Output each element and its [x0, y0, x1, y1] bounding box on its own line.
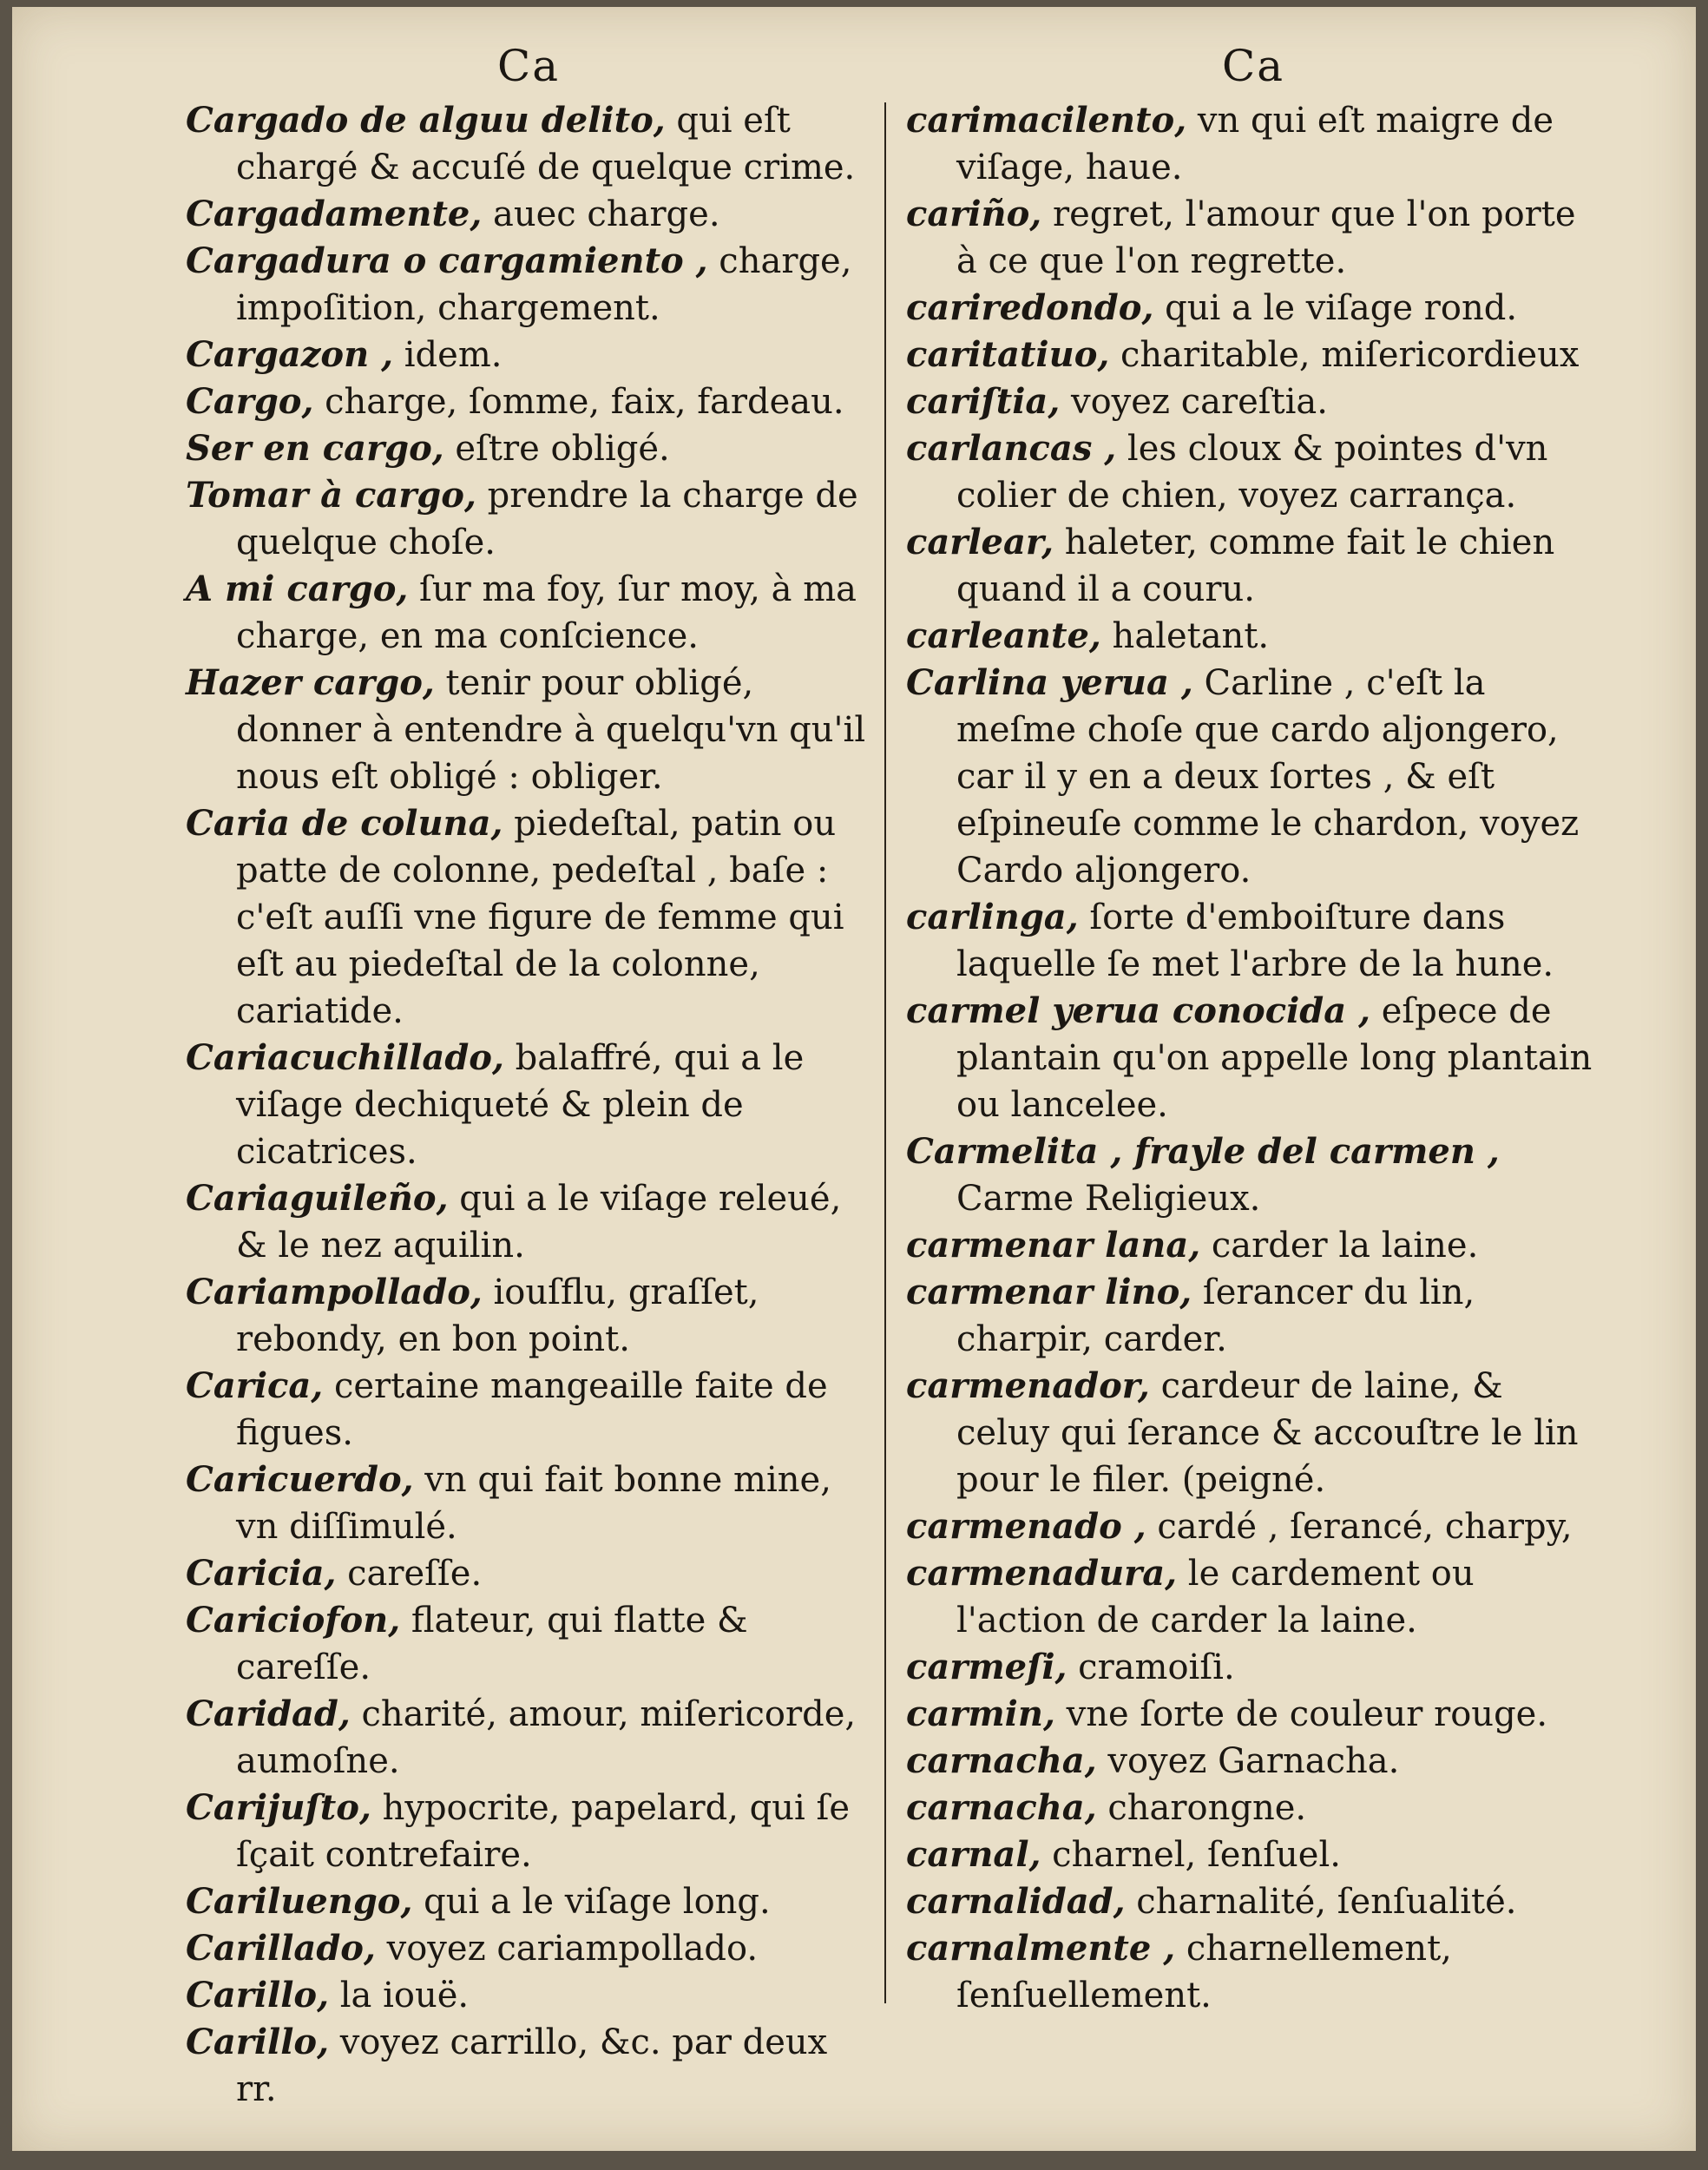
entry-headword: carnalmente ,	[906, 1928, 1176, 1969]
column-divider	[884, 102, 886, 2003]
dictionary-entry	[186, 1175, 871, 1269]
entry-definition: prendre la charge de quelque choſe.	[236, 476, 858, 562]
entry-headword: carmenadura,	[906, 1553, 1178, 1594]
dictionary-entry	[186, 660, 871, 800]
entry-definition: les cloux & pointes d'vn colier de chien, voyez carrança.	[956, 429, 1548, 516]
dictionary-entry	[186, 1972, 871, 2019]
dictionary-entry	[906, 1925, 1600, 2019]
entry-definition: charge, ſomme, faix, fardeau.	[313, 382, 844, 422]
entry-headword: carnal,	[906, 1834, 1041, 1875]
entry-definition: eſtre obligé.	[443, 429, 670, 469]
dictionary-entry	[906, 1831, 1600, 1878]
entry-headword: A mi cargo,	[186, 569, 409, 609]
entry-definition: voyez carrillo, &c. par deux rr.	[236, 2022, 828, 2109]
dictionary-entry	[906, 378, 1600, 425]
entry-definition: charongne.	[1096, 1788, 1307, 1828]
entry-definition: carder la laine.	[1200, 1226, 1479, 1266]
entry-definition: cramoiſi.	[1067, 1647, 1235, 1687]
entry-headword: carmin,	[906, 1693, 1055, 1734]
dictionary-entry	[186, 1785, 871, 1878]
dictionary-entry	[906, 191, 1600, 285]
entry-headword: Cargado de alguu delito,	[186, 100, 666, 141]
entry-definition: ſerancer du lin, charpir, carder.	[956, 1272, 1475, 1359]
entry-headword: Cargo,	[186, 381, 314, 422]
dictionary-entry	[906, 1785, 1600, 1831]
entry-headword: Cargadamente,	[186, 194, 483, 234]
dictionary-entry	[186, 1269, 871, 1363]
entry-headword: carlinga,	[906, 897, 1079, 937]
entry-headword: cariredondo,	[906, 287, 1154, 328]
dictionary-entry	[906, 1878, 1600, 1925]
dictionary-entry	[186, 425, 871, 472]
dictionary-entry	[906, 1222, 1600, 1269]
entry-definition: charge, impoſition, chargement.	[236, 241, 852, 328]
dictionary-entry	[906, 988, 1600, 1128]
dictionary-entry	[906, 613, 1600, 660]
entry-headword: carlancas ,	[906, 428, 1117, 469]
entry-headword: carnacha,	[906, 1740, 1097, 1781]
dictionary-entry	[186, 800, 871, 1035]
dictionary-entry	[906, 1644, 1600, 1691]
entry-headword: carmel yerua conocida ,	[906, 990, 1371, 1031]
entry-definition: voyez careſtia.	[1060, 382, 1328, 422]
entry-definition: la iouë.	[329, 1976, 470, 2015]
entry-definition: hypocrite, papelard, qui ſe ſçait contrefaire.	[236, 1788, 851, 1875]
entry-definition: flateur, qui flatte & careſſe.	[236, 1601, 748, 1687]
entry-definition: voyez Garnacha.	[1096, 1741, 1400, 1781]
entry-headword: carmenado ,	[906, 1506, 1146, 1547]
entry-headword: carlear,	[906, 522, 1054, 562]
entry-definition: qui eſt chargé & accuſé de quelque crime.	[236, 101, 856, 187]
dictionary-entry	[906, 285, 1600, 332]
entry-headword: Cariluengo,	[186, 1881, 413, 1922]
entry-definition: vne ſorte de couleur rouge.	[1054, 1694, 1548, 1734]
dictionary-entry	[186, 332, 871, 378]
entry-definition: piedeſtal, patin ou patte de colonne, pedeſtal , baſe : c'eſt auſſi vne figure de femme qui eſt au piedeſtal de la colonne, cariatide.	[236, 804, 844, 1031]
entry-definition: cardé , ſerancé, charpy,	[1146, 1507, 1573, 1547]
entry-definition: Carme Religieux.	[956, 1179, 1261, 1219]
entry-definition: iouſflu, graſſet, rebondy, en bon point.	[236, 1272, 759, 1359]
dictionary-entry	[906, 1550, 1600, 1644]
entry-headword: Ser en cargo,	[186, 428, 444, 469]
dictionary-entry	[906, 660, 1600, 894]
entry-headword: Caricia,	[186, 1553, 337, 1594]
dictionary-page	[12, 7, 1696, 2151]
entry-definition: haletant.	[1100, 616, 1270, 656]
entry-headword: Caridad,	[186, 1693, 351, 1734]
entry-headword: carmenador,	[906, 1365, 1150, 1406]
entry-definition: voyez cariampollado.	[375, 1929, 759, 1969]
left-entries	[186, 97, 871, 2113]
left-running-header: Ca	[496, 41, 561, 91]
entry-headword: cariño,	[906, 194, 1042, 234]
entry-definition: auec charge.	[482, 194, 720, 234]
entry-definition: eſpece de plantain qu'on appelle long plantain ou lancelee.	[956, 991, 1593, 1125]
dictionary-entry	[906, 97, 1600, 191]
entry-headword: carmeſi,	[906, 1647, 1068, 1687]
entry-headword: Carlina yerua ,	[906, 662, 1193, 703]
entry-definition: Carline , c'eſt la meſme choſe que cardo aljongero, car il y en a deux ſortes , & eſt eſpineuſe comme le chardon, voyez Cardo aljongero.	[956, 663, 1580, 891]
dictionary-entry	[186, 1597, 871, 1691]
entry-definition: idem.	[393, 335, 503, 375]
entry-definition: charitable, miſericordieux	[1109, 335, 1580, 375]
dictionary-entry	[186, 2019, 871, 2113]
dictionary-entry	[186, 97, 871, 191]
entry-definition: haleter, comme fait le chien quand il a couru.	[956, 523, 1555, 609]
entry-headword: Cariaguileño,	[186, 1178, 449, 1219]
entry-definition: vn qui fait bonne mine, vn diſſimulé.	[236, 1460, 831, 1547]
entry-definition: careſſe.	[336, 1554, 483, 1594]
entry-headword: carleante,	[906, 615, 1101, 656]
entry-headword: Carijuſto,	[186, 1787, 371, 1828]
dictionary-entry	[906, 1503, 1600, 1550]
dictionary-entry	[906, 1128, 1600, 1222]
entry-headword: Cariampollado,	[186, 1272, 483, 1312]
entry-headword: Cariacuchillado,	[186, 1037, 504, 1078]
dictionary-entry	[186, 1457, 871, 1550]
entry-headword: Carillado,	[186, 1928, 376, 1969]
entry-headword: Tomar à cargo,	[186, 475, 476, 516]
entry-headword: carnacha,	[906, 1787, 1097, 1828]
entry-definition: ſur ma foy, ſur moy, à ma charge, en ma conſcience.	[236, 569, 857, 656]
entry-headword: caritatiuo,	[906, 334, 1110, 375]
entry-definition: ſorte d'emboiſture dans laquelle ſe met l'arbre de la hune.	[956, 898, 1554, 984]
dictionary-entry	[906, 1363, 1600, 1503]
dictionary-entry	[186, 1363, 871, 1457]
entry-definition: balaffré, qui a le viſage dechiqueté & plein de cicatrices.	[236, 1038, 805, 1172]
entry-headword: Caria de coluna,	[186, 803, 503, 844]
entry-headword: Cargazon ,	[186, 334, 394, 375]
entry-definition: vn qui eſt maigre de viſage, haue.	[956, 101, 1554, 187]
dictionary-entry	[186, 472, 871, 566]
entry-definition: regret, l'amour que l'on porte à ce que l'on regrette.	[956, 194, 1576, 281]
dictionary-entry	[906, 332, 1600, 378]
dictionary-entry	[186, 1035, 871, 1175]
dictionary-entry	[906, 894, 1600, 988]
dictionary-entry	[906, 1269, 1600, 1363]
entry-definition: certaine mangeaille faite de figues.	[236, 1366, 828, 1453]
entry-definition: charité, amour, miſericorde, aumoſne.	[236, 1694, 857, 1781]
dictionary-entry	[186, 566, 871, 660]
entry-headword: carimacilento,	[906, 100, 1187, 141]
right-entries	[906, 97, 1600, 2019]
entry-definition: charnel, ſenſuel.	[1041, 1835, 1341, 1875]
dictionary-entry	[186, 378, 871, 425]
dictionary-entry	[186, 1925, 871, 1972]
entry-headword: Cargadura o cargamiento ,	[186, 240, 708, 281]
entry-headword: Cariciofon,	[186, 1600, 401, 1641]
entry-definition: cardeur de laine, & celuy qui ſerance & accouſtre le lin pour le filer. (peigné.	[956, 1366, 1579, 1500]
entry-headword: Carica,	[186, 1365, 324, 1406]
entry-definition: qui a le viſage releué, & le nez aquilin.	[236, 1179, 842, 1266]
dictionary-entry	[906, 425, 1600, 519]
dictionary-entry	[186, 1878, 871, 1925]
right-column	[906, 42, 1600, 2019]
entry-definition: qui a le viſage long.	[412, 1882, 771, 1922]
entry-headword: Carmelita , frayle del carmen ,	[906, 1131, 1500, 1172]
entry-definition: qui a le viſage rond.	[1153, 288, 1518, 328]
entry-definition: charnalité, ſenſualité.	[1125, 1882, 1517, 1922]
entry-headword: carmenar lino,	[906, 1272, 1192, 1312]
entry-headword: carnalidad,	[906, 1881, 1126, 1922]
dictionary-entry	[906, 1738, 1600, 1785]
entry-definition: charnellement, ſenſuellement.	[956, 1929, 1452, 2015]
dictionary-entry	[186, 1550, 871, 1597]
dictionary-entry	[186, 191, 871, 238]
entry-headword: carmenar lana,	[906, 1225, 1201, 1266]
entry-headword: Carillo,	[186, 2022, 330, 2062]
entry-definition: le cardement ou l'action de carder la laine.	[956, 1554, 1475, 1641]
entry-headword: Caricuerdo,	[186, 1459, 414, 1500]
dictionary-entry	[906, 519, 1600, 613]
entry-headword: cariſtia,	[906, 381, 1061, 422]
dictionary-entry	[186, 1691, 871, 1785]
right-running-header: Ca	[1221, 41, 1285, 91]
dictionary-entry	[906, 1691, 1600, 1738]
dictionary-entry	[186, 238, 871, 332]
entry-definition: tenir pour obligé, donner à entendre à quelqu'vn qu'il nous eſt obligé : obliger.	[236, 663, 866, 797]
entry-headword: Hazer cargo,	[186, 662, 435, 703]
left-column	[186, 42, 871, 2113]
entry-headword: Carillo,	[186, 1975, 330, 2015]
